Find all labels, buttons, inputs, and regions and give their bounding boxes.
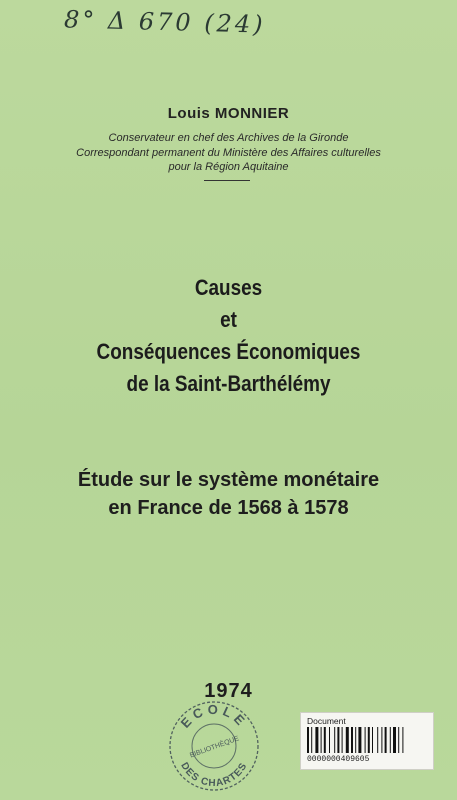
stamp-top-text: ECOLE: [177, 701, 251, 731]
svg-text:ECOLE: [178, 702, 251, 731]
document-label: [300, 712, 434, 770]
title-line: de la Saint-Barthélémy: [126, 371, 331, 396]
library-stamp-icon: [166, 698, 262, 794]
subtitle-line: Étude sur le système monétaire: [77, 469, 380, 491]
document-number: 0000000409605: [307, 755, 370, 764]
author-name: Louis MONNIER: [167, 105, 290, 122]
author-roles: [30, 131, 427, 175]
publication-year: 1974: [204, 680, 253, 702]
title-line: Conséquences Économiques: [96, 339, 361, 364]
title-line: et: [220, 307, 237, 332]
stamp-center-text: BIBLIOTHÈQUE: [189, 735, 241, 760]
divider-rule: [204, 180, 250, 181]
author-role-line: pour la Région Aquitaine: [168, 161, 289, 173]
subtitle-line: en France de 1568 à 1578: [108, 497, 349, 519]
title-line: Causes: [194, 275, 263, 300]
book-title: [32, 272, 425, 400]
author-role-line: Conservateur en chef des Archives de la Gironde: [108, 132, 349, 144]
stamp-bottom-text: DES CHARTES: [178, 760, 250, 790]
barcode-icon: [307, 727, 427, 753]
svg-text:DES CHARTES: [178, 761, 249, 789]
handwritten-shelfmark: 8° Δ 670 (24): [63, 5, 266, 39]
document-label-title: Document: [307, 716, 346, 726]
author-role-line: Correspondant permanent du Ministère des Affaires culturelles: [76, 146, 381, 159]
book-subtitle: [0, 466, 457, 522]
